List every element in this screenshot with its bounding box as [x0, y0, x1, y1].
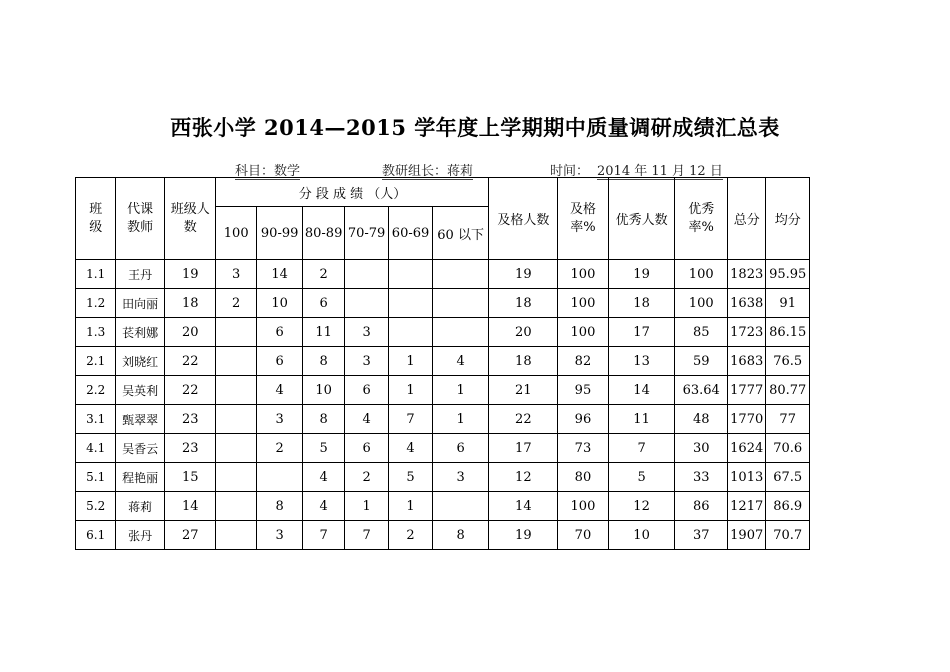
- average-cell: 91: [766, 289, 810, 318]
- average-cell: 76.5: [766, 347, 810, 376]
- header-band-below-60: 60 以下: [432, 207, 489, 260]
- class-size-cell: 14: [164, 492, 216, 521]
- leader-label: 教研组长：蒋莉: [382, 160, 473, 180]
- class-size-cell: 27: [164, 521, 216, 550]
- band-80-89-cell: 6: [303, 289, 344, 318]
- report-meta: [0, 160, 950, 178]
- pass-rate-cell: 73: [558, 434, 609, 463]
- table-row: [76, 463, 810, 492]
- band-below-60-cell: 1: [432, 376, 489, 405]
- band-60-69-cell: [389, 289, 432, 318]
- band-below-60-cell: [432, 492, 489, 521]
- teacher-cell: 田向丽: [116, 289, 165, 318]
- total-cell: 1823: [728, 260, 766, 289]
- excellent-rate-cell: 86: [675, 492, 728, 521]
- band-60-69-cell: 2: [389, 521, 432, 550]
- pass-count-cell: 18: [489, 289, 558, 318]
- header-pass-rate: 及格率%: [558, 178, 609, 260]
- teacher-cell: 苌利娜: [116, 318, 165, 347]
- band-below-60-cell: [432, 260, 489, 289]
- header-band-100: 100: [216, 207, 256, 260]
- band-70-79-cell: 3: [344, 347, 388, 376]
- band-100-cell: [216, 347, 256, 376]
- header-excellent-rate: 优秀率%: [675, 178, 728, 260]
- band-70-79-cell: 1: [344, 492, 388, 521]
- header-pass-count: 及格人数: [489, 178, 558, 260]
- band-80-89-cell: 8: [303, 405, 344, 434]
- band-below-60-cell: 1: [432, 405, 489, 434]
- header-total: 总分: [728, 178, 766, 260]
- table-row: [76, 405, 810, 434]
- time-value: 2014 年 11 月 12 日: [597, 160, 723, 180]
- band-70-79-cell: 6: [344, 434, 388, 463]
- class-cell: 6.1: [76, 521, 116, 550]
- pass-count-cell: 14: [489, 492, 558, 521]
- class-cell: 1.1: [76, 260, 116, 289]
- band-below-60-cell: [432, 318, 489, 347]
- pass-count-cell: 18: [489, 347, 558, 376]
- band-60-69-cell: 4: [389, 434, 432, 463]
- class-cell: 2.2: [76, 376, 116, 405]
- teacher-cell: 张丹: [116, 521, 165, 550]
- header-band-70-79: 70-79: [344, 207, 388, 260]
- band-70-79-cell: 3: [344, 318, 388, 347]
- table-row: [76, 376, 810, 405]
- pass-rate-cell: 70: [558, 521, 609, 550]
- band-100-cell: [216, 521, 256, 550]
- class-size-cell: 22: [164, 376, 216, 405]
- band-70-79-cell: 4: [344, 405, 388, 434]
- total-cell: 1770: [728, 405, 766, 434]
- band-90-99-cell: [256, 463, 303, 492]
- teacher-cell: 刘晓红: [116, 347, 165, 376]
- teacher-cell: 蒋莉: [116, 492, 165, 521]
- band-60-69-cell: 1: [389, 347, 432, 376]
- table-body: [76, 260, 810, 550]
- pass-rate-cell: 95: [558, 376, 609, 405]
- pass-count-cell: 20: [489, 318, 558, 347]
- excellent-count-cell: 13: [608, 347, 675, 376]
- total-cell: 1624: [728, 434, 766, 463]
- band-below-60-cell: [432, 289, 489, 318]
- page-title: 西张小学 2014—2015 学年度上学期期中质量调研成绩汇总表: [170, 115, 780, 140]
- band-80-89-cell: 8: [303, 347, 344, 376]
- excellent-rate-cell: 85: [675, 318, 728, 347]
- table-row: [76, 289, 810, 318]
- band-90-99-cell: 8: [256, 492, 303, 521]
- table-row: [76, 521, 810, 550]
- excellent-count-cell: 10: [608, 521, 675, 550]
- band-80-89-cell: 7: [303, 521, 344, 550]
- pass-rate-cell: 100: [558, 260, 609, 289]
- excellent-count-cell: 5: [608, 463, 675, 492]
- excellent-count-cell: 18: [608, 289, 675, 318]
- class-cell: 1.3: [76, 318, 116, 347]
- band-70-79-cell: 6: [344, 376, 388, 405]
- excellent-count-cell: 11: [608, 405, 675, 434]
- total-cell: 1723: [728, 318, 766, 347]
- class-size-cell: 18: [164, 289, 216, 318]
- class-size-cell: 15: [164, 463, 216, 492]
- band-100-cell: [216, 405, 256, 434]
- total-cell: 1013: [728, 463, 766, 492]
- band-80-89-cell: 2: [303, 260, 344, 289]
- pass-rate-cell: 100: [558, 492, 609, 521]
- band-80-89-cell: 4: [303, 492, 344, 521]
- excellent-rate-cell: 30: [675, 434, 728, 463]
- header-score-bands: 分 段 成 绩 （人）: [216, 178, 489, 207]
- excellent-count-cell: 17: [608, 318, 675, 347]
- average-cell: 67.5: [766, 463, 810, 492]
- band-60-69-cell: 5: [389, 463, 432, 492]
- class-size-cell: 20: [164, 318, 216, 347]
- excellent-count-cell: 12: [608, 492, 675, 521]
- header-class-size: 班级人数: [164, 178, 216, 260]
- class-cell: 3.1: [76, 405, 116, 434]
- teacher-cell: 程艳丽: [116, 463, 165, 492]
- pass-rate-cell: 100: [558, 318, 609, 347]
- total-cell: 1683: [728, 347, 766, 376]
- band-100-cell: [216, 434, 256, 463]
- teacher-cell: 甄翠翠: [116, 405, 165, 434]
- band-90-99-cell: 6: [256, 347, 303, 376]
- band-60-69-cell: [389, 260, 432, 289]
- score-summary-table: [75, 177, 810, 550]
- band-below-60-cell: 3: [432, 463, 489, 492]
- band-90-99-cell: 14: [256, 260, 303, 289]
- band-100-cell: [216, 318, 256, 347]
- pass-count-cell: 19: [489, 260, 558, 289]
- table-row: [76, 347, 810, 376]
- band-100-cell: 2: [216, 289, 256, 318]
- pass-rate-cell: 80: [558, 463, 609, 492]
- band-100-cell: 3: [216, 260, 256, 289]
- band-60-69-cell: 7: [389, 405, 432, 434]
- table-row: [76, 318, 810, 347]
- excellent-count-cell: 14: [608, 376, 675, 405]
- band-below-60-cell: 8: [432, 521, 489, 550]
- header-band-80-89: 80-89: [303, 207, 344, 260]
- band-100-cell: [216, 463, 256, 492]
- band-100-cell: [216, 492, 256, 521]
- class-size-cell: 23: [164, 434, 216, 463]
- excellent-rate-cell: 59: [675, 347, 728, 376]
- header-excellent-count: 优秀人数: [608, 178, 675, 260]
- band-90-99-cell: 2: [256, 434, 303, 463]
- band-below-60-cell: 4: [432, 347, 489, 376]
- class-cell: 5.2: [76, 492, 116, 521]
- band-100-cell: [216, 376, 256, 405]
- band-90-99-cell: 10: [256, 289, 303, 318]
- band-70-79-cell: 2: [344, 463, 388, 492]
- class-cell: 5.1: [76, 463, 116, 492]
- band-70-79-cell: [344, 289, 388, 318]
- band-70-79-cell: 7: [344, 521, 388, 550]
- band-90-99-cell: 6: [256, 318, 303, 347]
- band-70-79-cell: [344, 260, 388, 289]
- total-cell: 1638: [728, 289, 766, 318]
- subject-label: 科目：数学: [235, 160, 300, 180]
- excellent-count-cell: 7: [608, 434, 675, 463]
- band-90-99-cell: 4: [256, 376, 303, 405]
- class-cell: 4.1: [76, 434, 116, 463]
- average-cell: 70.7: [766, 521, 810, 550]
- average-cell: 77: [766, 405, 810, 434]
- class-size-cell: 19: [164, 260, 216, 289]
- band-90-99-cell: 3: [256, 521, 303, 550]
- pass-rate-cell: 96: [558, 405, 609, 434]
- teacher-cell: 吴香云: [116, 434, 165, 463]
- table-row: [76, 260, 810, 289]
- class-size-cell: 23: [164, 405, 216, 434]
- average-cell: 70.6: [766, 434, 810, 463]
- total-cell: 1907: [728, 521, 766, 550]
- class-cell: 1.2: [76, 289, 116, 318]
- excellent-rate-cell: 100: [675, 260, 728, 289]
- class-cell: 2.1: [76, 347, 116, 376]
- average-cell: 95.95: [766, 260, 810, 289]
- header-teacher: 代课教师: [116, 178, 165, 260]
- pass-count-cell: 21: [489, 376, 558, 405]
- band-60-69-cell: 1: [389, 376, 432, 405]
- header-band-90-99: 90-99: [256, 207, 303, 260]
- teacher-cell: 吴英利: [116, 376, 165, 405]
- excellent-rate-cell: 100: [675, 289, 728, 318]
- band-below-60-cell: 6: [432, 434, 489, 463]
- table-row: [76, 434, 810, 463]
- header-class: 班级: [76, 178, 116, 260]
- excellent-rate-cell: 63.64: [675, 376, 728, 405]
- average-cell: 80.77: [766, 376, 810, 405]
- header-average: 均分: [766, 178, 810, 260]
- teacher-cell: 王丹: [116, 260, 165, 289]
- excellent-rate-cell: 48: [675, 405, 728, 434]
- average-cell: 86.15: [766, 318, 810, 347]
- band-80-89-cell: 5: [303, 434, 344, 463]
- header-band-60-69: 60-69: [389, 207, 432, 260]
- band-90-99-cell: 3: [256, 405, 303, 434]
- pass-count-cell: 12: [489, 463, 558, 492]
- pass-count-cell: 17: [489, 434, 558, 463]
- table-row: [76, 492, 810, 521]
- total-cell: 1777: [728, 376, 766, 405]
- excellent-count-cell: 19: [608, 260, 675, 289]
- pass-count-cell: 19: [489, 521, 558, 550]
- excellent-rate-cell: 37: [675, 521, 728, 550]
- pass-rate-cell: 82: [558, 347, 609, 376]
- pass-count-cell: 22: [489, 405, 558, 434]
- band-60-69-cell: 1: [389, 492, 432, 521]
- band-60-69-cell: [389, 318, 432, 347]
- class-size-cell: 22: [164, 347, 216, 376]
- band-80-89-cell: 11: [303, 318, 344, 347]
- band-80-89-cell: 4: [303, 463, 344, 492]
- total-cell: 1217: [728, 492, 766, 521]
- pass-rate-cell: 100: [558, 289, 609, 318]
- average-cell: 86.9: [766, 492, 810, 521]
- excellent-rate-cell: 33: [675, 463, 728, 492]
- band-80-89-cell: 10: [303, 376, 344, 405]
- time-label: 时间：: [550, 164, 590, 179]
